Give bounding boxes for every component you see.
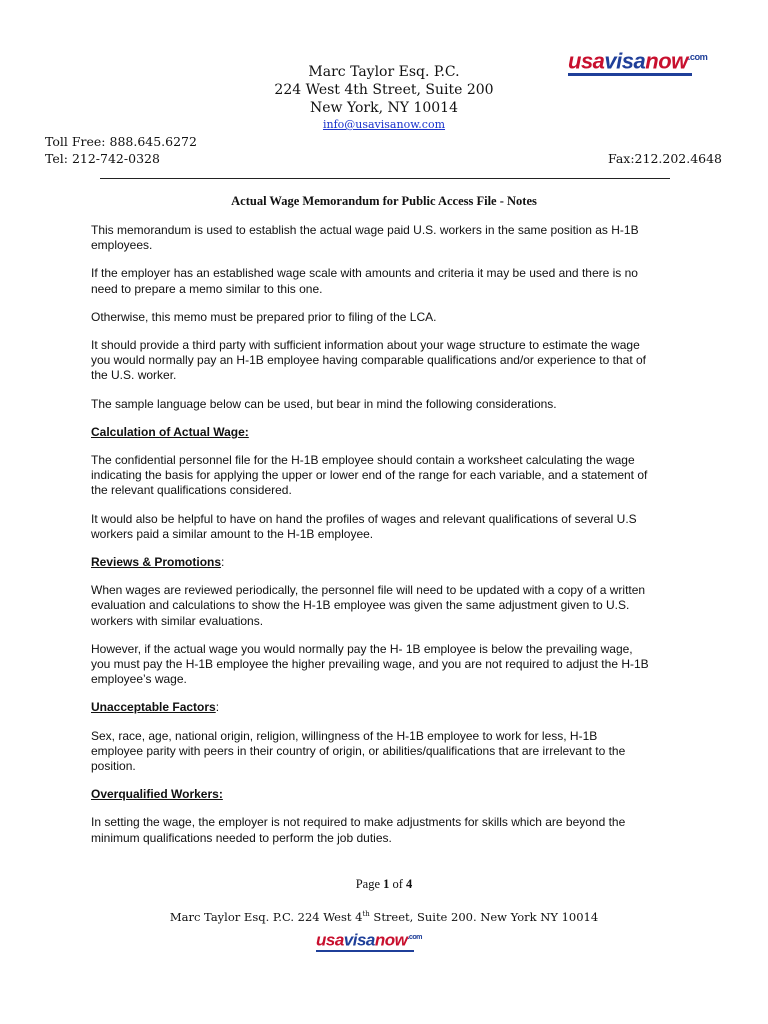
page-current: 1	[383, 877, 390, 891]
address-line-2: New York, NY 10014	[310, 100, 458, 116]
firm-name: Marc Taylor Esq. P.C.	[308, 64, 460, 80]
heading-unacceptable-colon: :	[215, 700, 220, 715]
footer-logo-dotcom: .com	[407, 933, 423, 941]
document-title: Actual Wage Memorandum for Public Access File - Notes	[231, 194, 537, 208]
paragraph-factors: Sex, race, age, national origin, religion, willingness of the H-1B employee to work for less, H-1B employee parity with peers in their country of origin, or abilities/qualifications that are irrelevant to the position.	[91, 728, 626, 774]
paragraph-wage-scale: If the employer has an established wage scale with amounts and criteria it may be used and there is no need to prepare a memo similar to this one.	[91, 266, 638, 296]
logo-dotcom: .com	[687, 52, 708, 62]
paragraph-third-party: It should provide a third party with sufficient information about your wage structure to estimate the wage you would normally pay an H-1B employee having comparable qualifications and/or experience to that of the U.S. worker.	[91, 338, 646, 383]
heading-calculation: Calculation of Actual Wage:	[91, 424, 249, 439]
paragraph-otherwise: Otherwise, this memo must be prepared prior to filing of the LCA.	[91, 309, 437, 324]
heading-reviews-row	[91, 555, 691, 570]
footer-part1: Marc Taylor Esq. P.C. 224 West 4	[169, 910, 363, 924]
logo-visa: visa	[604, 48, 646, 74]
fax-number: Fax:212.202.4648	[608, 151, 723, 166]
paragraph-prevailing-wage: However, if the actual wage you would normally pay the H- 1B employee is below the prevailing wage, you must pay the H-1B employee the higher prevailing wage, and you are not required to adjust the H-1B employee’s wage.	[91, 641, 649, 687]
heading-reviews-colon: :	[221, 555, 225, 570]
logo-usa: usa	[568, 48, 605, 74]
heading-unacceptable: Unacceptable Factors	[91, 700, 216, 715]
footer-logo-now: now	[374, 930, 408, 950]
heading-reviews: Reviews & Promotions	[91, 555, 222, 570]
page-indicator	[0, 877, 768, 892]
email-link[interactable]: info@usavisanow.com	[322, 118, 446, 131]
page-of: of	[392, 877, 403, 891]
footer-logo-usa: usa	[316, 930, 344, 950]
page-label: Page	[355, 877, 380, 891]
footer-logo-underline	[316, 950, 414, 952]
header-divider	[100, 178, 670, 179]
footer-logo-visa: visa	[343, 930, 375, 950]
heading-unacceptable-row	[91, 700, 691, 715]
paragraph-purpose: This memorandum is used to establish the actual wage paid U.S. workers in the same position as H-1B employees.	[91, 223, 639, 253]
toll-free-number: Toll Free: 888.645.6272	[45, 134, 197, 149]
footer-part2: Street, Suite 200. New York NY 10014	[369, 910, 599, 924]
usavisanow-logo-footer	[316, 929, 422, 952]
paragraph-periodic-review: When wages are reviewed periodically, the personnel file will need to be updated with a copy of a written evaluation and calculations to show the H-1B employee was given the same adjustment given to U.S. workers with similar evaluations.	[91, 583, 646, 628]
memo-body	[91, 223, 691, 846]
heading-overqualified: Overqualified Workers:	[91, 787, 223, 802]
footer-sup: th	[362, 910, 370, 919]
paragraph-skills: In setting the wage, the employer is not required to make adjustments for skills which are beyond the minimum qualifications needed to perform the job duties.	[91, 815, 626, 845]
logo-now: now	[645, 48, 688, 74]
paragraph-sample-language: The sample language below can be used, but bear in mind the following considerations.	[91, 396, 557, 411]
paragraph-profiles: It would also be helpful to have on hand the profiles of wages and relevant qualifications of several U.S workers paid a similar amount to the H-1B employee.	[91, 511, 637, 541]
page-total: 4	[406, 877, 413, 891]
footer-address	[0, 910, 768, 924]
telephone-number: Tel: 212-742-0328	[45, 151, 160, 166]
address-line-1: 224 West 4th Street, Suite 200	[274, 82, 494, 98]
paragraph-personnel-file: The confidential personnel file for the H-1B employee should contain a worksheet calculating the wage indicating the basis for applying the upper or lower end of the range for each variable, and a statement of the relevant qualifications considered.	[91, 453, 648, 498]
